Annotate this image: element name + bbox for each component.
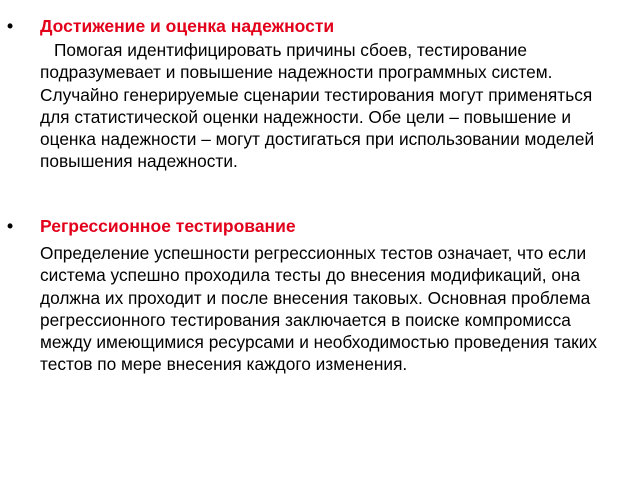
bullet-icon: • [7, 16, 14, 36]
paragraph-reliability: Помогая идентифицировать причины сбоев, тестирование подразумевает и повышение надежности программных систем. Случайно генерируемые сценарии тестирования могут применяться для статистической оценки надежности. Обе цели – повышение и оценка надежности – могут достигаться при использовании моделей повышения надежности. [40, 40, 595, 172]
bullet-item-regression [0, 215, 640, 237]
section-regression [0, 215, 640, 376]
bullet-icon: • [7, 216, 14, 236]
section-reliability [0, 15, 640, 173]
heading-regression: Регрессионное тестирование [40, 216, 296, 236]
paragraph-regression: Определение успешности регрессионных тестов означает, что если система успешно проходила тесты до внесения модификаций, она должна их проходит и после внесения таковых. Основная проблема регрессионного тестирования заключается в поиске компромисса между имеющимися ресурсами и необходимостью проведения таких тестов по мере внесения каждого изменения. [40, 243, 598, 375]
bullet-item-reliability [0, 15, 640, 37]
heading-reliability: Достижение и оценка надежности [40, 16, 335, 36]
